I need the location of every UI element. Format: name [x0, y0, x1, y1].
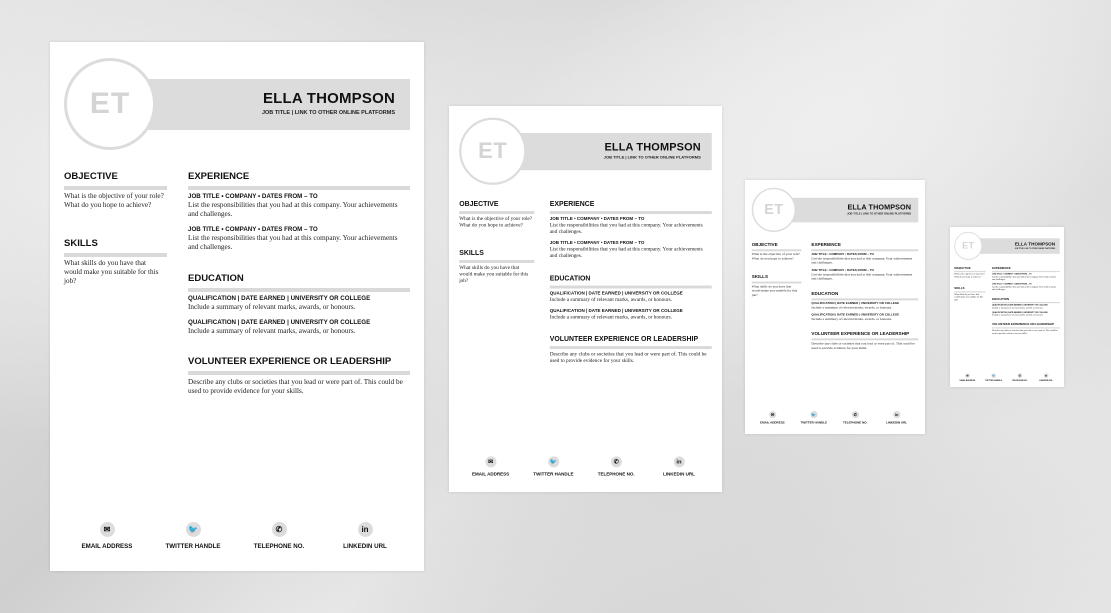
volunteer-heading: VOLUNTEER EXPERIENCE OR LEADERSHIP [992, 323, 1060, 329]
objective-heading: OBJECTIVE [459, 200, 534, 214]
resume-sheet [950, 227, 1064, 387]
candidate-name: ELLA THOMPSON [604, 141, 701, 154]
education-item-2 [811, 313, 916, 322]
objective-text: What is the objective of your role? What do you hope to achieve? [64, 192, 164, 209]
candidate-name: ELLA THOMPSON [262, 90, 395, 107]
experience-item-text: List the responsibilities that you had at this company. Your achievements and challenges. [811, 256, 913, 265]
education-item-title: QUALIFICATION | DATE EARNED | UNIVERSITY OR COLLEGE [549, 290, 683, 296]
volunteer-heading: VOLUNTEER EXPERIENCE OR LEADERSHIP [811, 331, 918, 340]
education-item-text: Include a summary of relevant marks, awards, or honours. [549, 314, 672, 320]
volunteer-heading: VOLUNTEER EXPERIENCE OR LEADERSHIP [550, 335, 712, 349]
resume-page-medium [449, 106, 722, 492]
linkedin-icon: in [894, 412, 899, 417]
education-item-1 [550, 290, 709, 303]
education-item-title: QUALIFICATION | DATE EARNED | UNIVERSITY OR COLLEGE [992, 304, 1048, 307]
twitter-icon: 🐦 [811, 412, 817, 417]
contact-linkedin[interactable] [873, 411, 921, 424]
contact-label: EMAIL ADDRESS [81, 543, 133, 550]
contact-phone[interactable] [229, 522, 329, 550]
education-item-title: QUALIFICATION | DATE EARNED | UNIVERSITY OR COLLEGE [811, 313, 900, 317]
contact-twitter[interactable] [143, 522, 243, 550]
twitter-icon: 🐦 [992, 374, 996, 377]
education-item-text: Include a summary of relevant marks, awards, or honours. [188, 303, 356, 311]
education-heading: EDUCATION [188, 273, 410, 292]
job-title-line: JOB TITLE | LINK TO OTHER ONLINE PLATFORMS [847, 212, 912, 216]
contact-label: TELEPHONE NO. [843, 421, 868, 425]
candidate-name: ELLA THOMPSON [1014, 241, 1056, 247]
resume-sheet [449, 106, 722, 492]
initials: ET [962, 240, 975, 251]
experience-heading: EXPERIENCE [811, 242, 918, 251]
resume-sheet [50, 42, 424, 571]
skills-text: What skills do you have that would make you suitable for this job? [64, 259, 159, 285]
experience-item-2 [188, 225, 406, 252]
experience-item-text: List the responsibilities that you had at this company. Your achievements and challenges. [188, 234, 398, 251]
experience-item-title: JOB TITLE • COMPANY • DATES FROM – TO [549, 240, 645, 246]
experience-item-title: JOB TITLE • COMPANY • DATES FROM – TO [188, 193, 318, 200]
volunteer-text: Describe any clubs or societies that you lead or were part of. This could be used to provide evidence for your skills. [549, 351, 707, 364]
candidate-name: ELLA THOMPSON [847, 203, 912, 212]
contact-label: LINKEDIN URL [662, 471, 695, 477]
initials-circle [752, 188, 796, 232]
education-item-title: QUALIFICATION | DATE EARNED | UNIVERSITY OR COLLEGE [811, 301, 900, 306]
experience-item-text: List the responsibilities that you had at this company. Your achievements and challenges. [811, 272, 913, 281]
contact-label: TWITTER HANDLE [165, 543, 221, 550]
experience-item-title: JOB TITLE • COMPANY • DATES FROM – TO [992, 273, 1032, 276]
education-item-text: Include a summary of relevant marks, awards, or honours. [549, 296, 672, 303]
contact-label: EMAIL ADDRESS [959, 379, 976, 382]
resume-page-tiny [950, 227, 1064, 387]
twitter-icon: 🐦 [548, 456, 559, 467]
experience-heading: EXPERIENCE [550, 200, 712, 214]
linkedin-icon: in [673, 456, 684, 467]
education-heading: EDUCATION [811, 291, 918, 300]
email-icon: ✉ [485, 456, 496, 467]
email-icon: ✉ [769, 411, 776, 418]
phone-icon: ✆ [611, 456, 622, 467]
initials-circle [64, 58, 156, 150]
experience-item-1 [550, 215, 709, 235]
contact-label: EMAIL ADDRESS [472, 471, 510, 477]
contact-label: TWITTER HANDLE [800, 421, 828, 425]
skills-text: What skills do you have that would make you suitable for this job? [459, 264, 529, 284]
job-title-line: JOB TITLE | LINK TO OTHER ONLINE PLATFORMS [261, 110, 395, 116]
linkedin-icon: in [358, 522, 373, 537]
experience-item-text: List the responsibilities that you had at this company. Your achievements and challenges. [188, 201, 398, 218]
education-item-1 [992, 304, 1058, 309]
contact-label: EMAIL ADDRESS [760, 421, 785, 425]
volunteer-text: Describe any clubs or societies that you lead or were part of. This could be used to provide evidence for your skills. [188, 378, 403, 395]
experience-item-text: List the responsibilities that you had at this company. Your achievements and challenges. [549, 246, 703, 259]
contact-label: TELEPHONE NO. [597, 471, 635, 477]
education-item-text: Include a summary of relevant marks, awards, or honours. [992, 313, 1044, 317]
contact-label: LINKEDIN URL [343, 543, 387, 550]
contact-label: TELEPHONE NO. [1012, 379, 1028, 382]
education-item-title: QUALIFICATION | DATE EARNED | UNIVERSITY OR COLLEGE [992, 311, 1048, 314]
experience-item-2 [992, 283, 1058, 291]
initials: ET [89, 87, 131, 120]
experience-item-text: List the responsibilities that you had at this company. Your achievements and challenges. [992, 275, 1056, 281]
education-item-title: QUALIFICATION | DATE EARNED | UNIVERSITY OR COLLEGE [188, 295, 371, 302]
job-title-line: JOB TITLE | LINK TO OTHER ONLINE PLATFORMS [1014, 247, 1056, 250]
twitter-icon: 🐦 [186, 522, 201, 537]
contact-label: TELEPHONE NO. [253, 543, 305, 550]
experience-item-text: List the responsibilities that you had at this company. Your achievements and challenges. [549, 222, 703, 235]
resume-sheet [745, 180, 925, 434]
contact-label: LINKEDIN URL [1039, 379, 1053, 382]
contact-linkedin[interactable] [642, 456, 715, 476]
contact-linkedin[interactable] [315, 522, 415, 550]
education-heading: EDUCATION [992, 297, 1060, 303]
experience-item-title: JOB TITLE • COMPANY • DATES FROM – TO [549, 216, 645, 222]
contact-label: TWITTER HANDLE [533, 471, 574, 477]
objective-text: What is the objective of your role? What do you hope to achieve? [954, 272, 985, 278]
experience-item-title: JOB TITLE • COMPANY • DATES FROM – TO [811, 268, 874, 272]
initials: ET [764, 201, 784, 218]
objective-text: What is the objective of your role? What do you hope to achieve? [751, 252, 800, 261]
contact-label: TWITTER HANDLE [985, 379, 1002, 382]
experience-item-2 [550, 240, 709, 260]
volunteer-text: Describe any clubs or societies that you lead or were part of. This could be used to provide evidence for your skills. [811, 341, 915, 350]
volunteer-heading: VOLUNTEER EXPERIENCE OR LEADERSHIP [188, 356, 410, 375]
education-item-2 [550, 307, 709, 320]
skills-text: What skills do you have that would make you suitable for this job? [751, 284, 798, 297]
skills-heading: SKILLS [954, 287, 985, 293]
education-item-1 [811, 301, 916, 310]
education-item-text: Include a summary of relevant marks, awards, or honours. [188, 327, 356, 335]
education-item-text: Include a summary of relevant marks, awards, or honours. [992, 306, 1044, 309]
education-item-title: QUALIFICATION | DATE EARNED | UNIVERSITY OR COLLEGE [188, 319, 371, 326]
education-item-title: QUALIFICATION | DATE EARNED | UNIVERSITY OR COLLEGE [549, 308, 683, 314]
objective-heading: OBJECTIVE [64, 171, 167, 190]
contact-label: LINKEDIN URL [886, 421, 908, 425]
skills-heading: SKILLS [64, 238, 167, 257]
resume-page-small [745, 180, 925, 434]
education-heading: EDUCATION [550, 275, 712, 289]
job-title-line: JOB TITLE | LINK TO OTHER ONLINE PLATFORMS [603, 155, 701, 161]
experience-item-title: JOB TITLE • COMPANY • DATES FROM – TO [188, 226, 318, 233]
resume-page-large [50, 42, 424, 571]
contact-email[interactable] [57, 522, 157, 550]
experience-item-title: JOB TITLE • COMPANY • DATES FROM – TO [811, 252, 874, 257]
phone-icon: ✆ [1018, 374, 1021, 377]
education-item-text: Include a summary of relevant marks, awards, or honours. [811, 317, 893, 322]
experience-heading: EXPERIENCE [188, 171, 410, 190]
objective-text: What is the objective of your role? What do you hope to achieve? [459, 215, 533, 228]
experience-item-1 [188, 192, 406, 219]
experience-item-2 [811, 268, 916, 281]
linkedin-icon: in [1044, 374, 1048, 377]
initials-circle [459, 118, 526, 185]
objective-heading: OBJECTIVE [954, 266, 985, 272]
contact-linkedin[interactable] [1031, 373, 1061, 382]
initials-circle [954, 232, 982, 260]
experience-item-text: List the responsibilities that you had at this company. Your achievements and challenges. [992, 285, 1056, 291]
education-item-2 [992, 311, 1058, 316]
phone-icon: ✆ [852, 411, 859, 418]
phone-icon: ✆ [272, 522, 287, 537]
skills-heading: SKILLS [459, 249, 534, 263]
education-item-2 [188, 318, 406, 336]
experience-heading: EXPERIENCE [992, 266, 1060, 272]
skills-text: What skills do you have that would make you suitable for this job? [954, 293, 984, 302]
volunteer-text: Describe any clubs or societies that you lead or were part of. This could be used to provide evidence for your skills. [992, 329, 1058, 335]
objective-heading: OBJECTIVE [752, 242, 802, 251]
education-item-1 [188, 294, 406, 312]
experience-item-1 [811, 252, 916, 265]
experience-item-1 [992, 273, 1058, 281]
email-icon: ✉ [966, 374, 969, 377]
education-item-text: Include a summary of relevant marks, awards, or honours. [811, 305, 893, 310]
email-icon: ✉ [100, 522, 115, 537]
initials: ET [478, 138, 508, 163]
skills-heading: SKILLS [752, 274, 802, 283]
experience-item-title: JOB TITLE • COMPANY • DATES FROM – TO [992, 283, 1032, 286]
